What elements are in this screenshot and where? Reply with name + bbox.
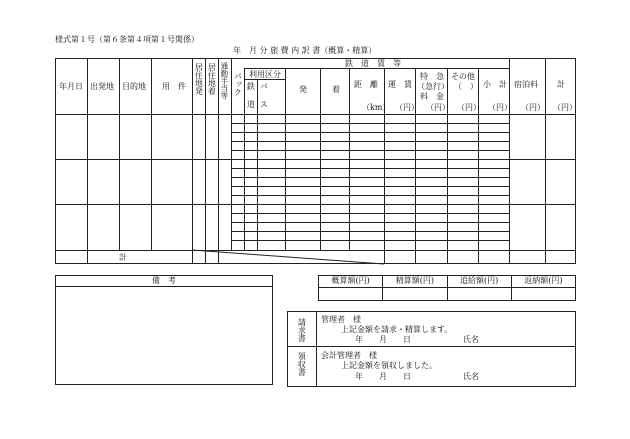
request-to: 管理者 様 xyxy=(321,315,361,324)
header-usage-class: 利用区分 xyxy=(249,70,281,79)
header-tetsu: 鉄道 xyxy=(246,82,256,118)
receipt-label: 領収書 xyxy=(297,352,307,376)
header-lodging: 宿泊料 xyxy=(514,80,538,89)
header-commute-allowance: 通勤手当等 xyxy=(219,62,229,100)
header-purpose: 用 件 xyxy=(162,82,186,91)
header-other-paren: （ ） xyxy=(454,82,478,91)
header-bus: バス xyxy=(259,82,269,118)
header-home-arrive: 居住地着 xyxy=(207,63,217,95)
amount-estimate-label: 概算額(円) xyxy=(319,276,383,288)
header-fare: 運 賃 xyxy=(388,80,412,89)
header-destination: 目的地 xyxy=(122,82,146,91)
amount-refund-label: 返納額(円) xyxy=(511,276,575,288)
form-reference: 様式第１号（第６条第４項第１号関係） xyxy=(55,35,199,44)
header-pack: パック xyxy=(233,72,243,96)
receipt-body: 上記金額を領収しました。 xyxy=(341,361,437,370)
header-distance-unit: （km） xyxy=(362,103,391,112)
receipt-date: 年 月 日 xyxy=(355,372,411,381)
header-lodging-unit: （円） xyxy=(521,103,545,112)
header-express-unit: （円） xyxy=(426,103,450,112)
total-row-label: 計 xyxy=(119,253,127,262)
page-title: 年 月 分 旅 費 内 訳 書（概算・精算） xyxy=(233,46,377,55)
header-express-c: 料 金 xyxy=(420,92,444,101)
receipt-name: 氏名 xyxy=(463,372,479,381)
request-name: 氏名 xyxy=(463,335,479,344)
header-subtotal-unit: （円） xyxy=(488,103,512,112)
receipt-to: 会計管理者 様 xyxy=(321,351,377,360)
request-date: 年 月 日 xyxy=(355,335,411,344)
header-total: 計 xyxy=(557,80,565,89)
header-total-unit: （円） xyxy=(553,103,577,112)
header-express-b: （急行） xyxy=(417,82,449,91)
amount-additional-label: 追給額(円) xyxy=(447,276,511,288)
header-other-unit: （円） xyxy=(457,103,481,112)
header-subtotal: 小 計 xyxy=(483,80,507,89)
amount-settle-label: 精算額(円) xyxy=(383,276,447,288)
header-rail-fare: 鉄 道 賃 等 xyxy=(345,59,401,68)
header-distance: 距 離 xyxy=(354,80,378,89)
header-departure: 出発地 xyxy=(90,82,114,91)
header-home-depart: 居住地発 xyxy=(194,63,204,95)
request-label: 請求書 xyxy=(297,318,307,342)
header-other: その他 xyxy=(451,72,475,81)
header-arrive: 着 xyxy=(332,85,340,94)
header-date: 年月日 xyxy=(59,82,83,91)
request-body: 上記金額を請求・精算します。 xyxy=(341,325,453,334)
header-express-a: 特 急 xyxy=(420,72,444,81)
header-depart: 発 xyxy=(299,85,307,94)
remarks-label: 備 考 xyxy=(152,276,176,285)
header-fare-unit: （円） xyxy=(395,103,419,112)
